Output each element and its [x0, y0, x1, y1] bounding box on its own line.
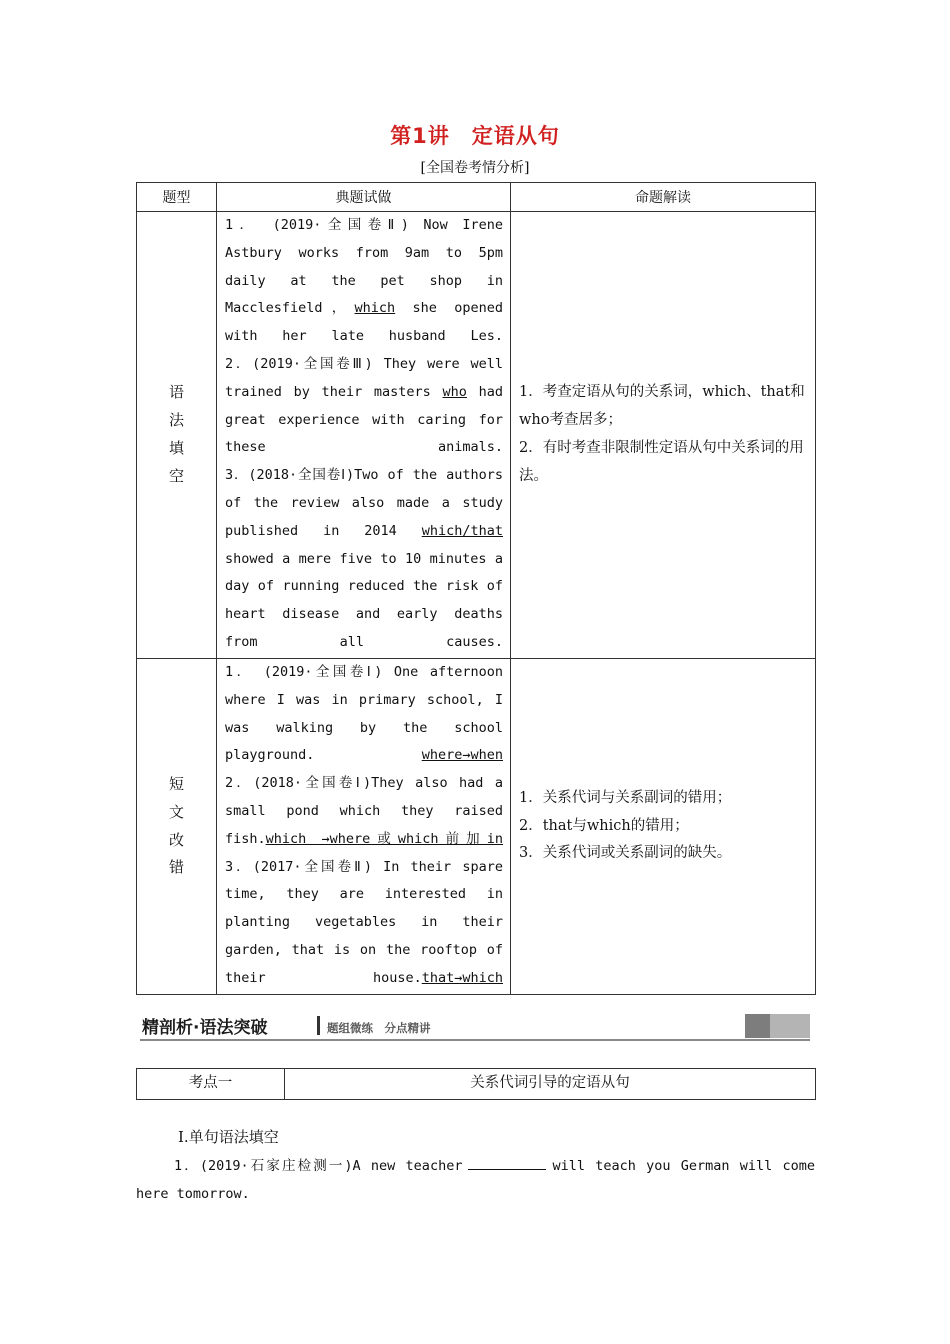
- analysis-item: 2．有时考查非限制性定语从句中关系词的用法。: [519, 440, 804, 484]
- banner-subtitle: 题组微练 分点精讲: [327, 1021, 431, 1035]
- table-header-row: [137, 183, 816, 212]
- question-item: 1．(2019·石家庄检测一)A new teacher will teach you German will come here tomorrow.: [136, 1152, 815, 1208]
- analysis-item: 1．关系代词与关系副词的错用；: [519, 789, 732, 806]
- header-type: 题型: [137, 183, 217, 212]
- exam-analysis-table: [136, 182, 816, 995]
- kaodian-label: 考点一: [137, 1069, 285, 1100]
- banner-title: 精剖析·语法突破: [142, 1018, 268, 1038]
- answer: who: [442, 383, 467, 400]
- table-row: [137, 659, 816, 995]
- answer: where→when: [421, 747, 503, 764]
- type-cell-error-correction: 短 文 改 错: [137, 659, 217, 995]
- header-analysis: 命题解读: [511, 183, 816, 212]
- section-heading: Ⅰ.单句语法填空: [178, 1128, 279, 1146]
- analysis-cell: [511, 659, 816, 995]
- example-item: 1． (2019·全国卷Ⅱ) Now Irene Astbury works from 9am to 5pm daily at the pet shop in Macclesfield，which she opened with her late husband Les.: [225, 217, 503, 345]
- example-item: 2．(2019·全国卷Ⅲ) They were well trained by their masters who had great experience with caring for these animals.: [225, 355, 503, 456]
- section-banner: [140, 1012, 810, 1041]
- example-item: 1． (2019·全国卷Ⅰ) One afternoon where I was in primary school, I was walking by the school playground. where→when: [225, 664, 503, 764]
- example-item: 3．(2018·全国卷Ⅰ)Two of the authors of the review also made a study published in 2014 which/that showed a mere five to 10 minutes a day of running reduced the risk of heart disease and early deaths from all causes.: [225, 467, 503, 650]
- type-cell-grammar-fill: 语 法 填 空: [137, 212, 217, 659]
- answer: which/that: [421, 522, 503, 539]
- answer: which: [354, 300, 396, 317]
- banner-divider: [317, 1016, 320, 1035]
- answer-blank[interactable]: [468, 1155, 546, 1170]
- banner-decor-block: [745, 1014, 770, 1038]
- lesson-subtitle: [全国卷考情分析]: [420, 160, 530, 176]
- banner-decor-block: [770, 1014, 810, 1038]
- header-examples: 典题试做: [217, 183, 511, 212]
- kaodian-topic: 关系代词引导的定语从句: [285, 1069, 816, 1100]
- examples-cell: [217, 659, 511, 995]
- examples-cell: [217, 212, 511, 659]
- analysis-item: 3．关系代词或关系副词的缺失。: [519, 845, 732, 862]
- table-row: [137, 212, 816, 659]
- kaodian-table: [136, 1068, 816, 1100]
- lesson-title: 第1讲 定语从句: [390, 124, 560, 148]
- analysis-item: 2．that与which的错用；: [519, 817, 689, 834]
- answer: which →where或which前加in: [265, 830, 503, 847]
- example-item: 2．(2018·全国卷Ⅰ)They also had a small pond which they raised fish.which →where或which前加in: [225, 775, 503, 847]
- analysis-cell: [511, 212, 816, 659]
- analysis-item: 1．考查定语从句的关系词，which、that和who考查居多；: [519, 384, 805, 429]
- answer: that→which: [421, 969, 503, 986]
- example-item: 3．(2017·全国卷Ⅱ) In their spare time, they are interested in planting vegetables in their garden, that is on the rooftop of their house.that→which: [225, 858, 503, 986]
